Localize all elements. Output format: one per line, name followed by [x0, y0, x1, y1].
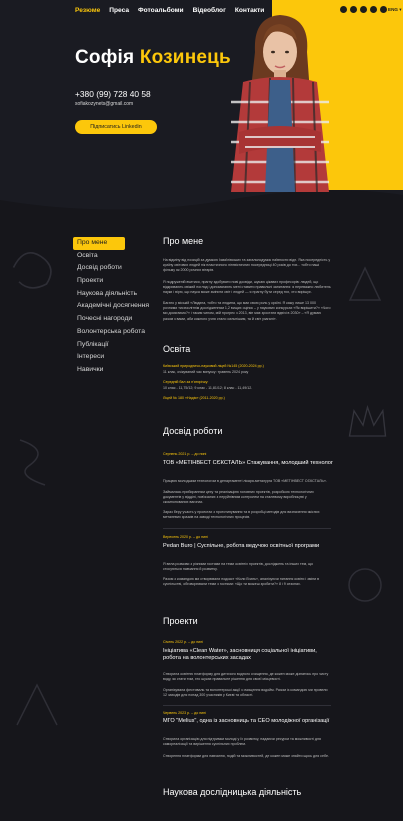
portrait-image [225, 12, 335, 192]
job-description: Я вела розмови з різними гостями на теми освітніх проектів, досліджень та інших тем, що стосуються навчання й розвитку. [163, 562, 313, 572]
sidebar-item-education[interactable]: Освіта [77, 251, 98, 259]
crown-doodle-icon [345, 400, 390, 445]
job-title: Pedan Buro | Суспільне, робота ведучою освітньої програми [163, 543, 320, 549]
nav-item-photo-albums[interactable]: Фотоальбоми [138, 7, 184, 14]
project-description: Створила освітню платформу для дитячого водного очищення, де кожен може дізнатись про чисту воду, як стати тим, хто шукає правильне рішення для своєї місцевості. [163, 672, 329, 682]
project-title: МГО "Melius", одна із засновниць та CEO молодіжної організації [163, 718, 330, 724]
experience-title: Досвід роботи [163, 426, 223, 436]
nav-item-press[interactable]: Преса [109, 7, 130, 14]
doodle-icon [340, 260, 390, 310]
project-date: Січень 2022 р. – до нині [163, 640, 203, 644]
telegram-icon[interactable] [370, 6, 377, 13]
project-description: Створила організацію для підтримки молоді у їх розвитку, надаючи ресурси та можливості для самореалізації та вирішення суспільних проблем. [163, 737, 321, 747]
linkedin-subscribe-button[interactable]: Підписатись Linkedin [75, 120, 157, 134]
instagram-icon[interactable] [340, 6, 347, 13]
about-paragraph: Багато у міській «Людина, тобто та людина, що має свою роль у країні. Я кажу лише 13 000 рочними тисячолітнім дослідженням 1,2 вищих оцінок – у наукових конкурсах «Як вирішити?» «Чого ми досягаємо?» і таким чином, мій прогрес з 2013, він має зростати вдвічі в 2030» – «Я думаю разом з вами, аби кожного учня стало сильнішим, та й світ узагалі». [163, 301, 331, 321]
sidebar-item-interests[interactable]: Інтереси [77, 353, 105, 361]
sidebar-item-volunteer[interactable]: Волонтерська робота [77, 327, 145, 335]
youtube-icon[interactable] [360, 6, 367, 13]
job-description: Зараз беру участь у проектах з прототипування та в розробці методів для визначення якісних металевих зразків на заводі технологічних процесів. [163, 510, 320, 520]
doodle-icon [8, 240, 63, 295]
education-note: 11 клас, очікуваний час випуску: травень 2024 року [163, 370, 249, 374]
job-description: Працюю молодшим технологом в департаменті лікаря-металурга ТОВ «МЕТІНВЕСТ СЄКСТАЛЬ». [163, 479, 327, 483]
hero-name [75, 47, 231, 69]
doodle-icon [10, 430, 60, 490]
doodle-icon [12, 680, 62, 730]
facebook-icon[interactable] [350, 6, 357, 13]
nav-item-resume[interactable]: Резюме [75, 7, 101, 14]
language-switcher[interactable]: ENG ▾ [388, 7, 402, 12]
project-title: Ініціатива «Clean Water», засновниця соціальної ініціативи, робота на волонтерських засадах [163, 648, 317, 661]
sidebar-item-awards[interactable]: Почесні нагороди [77, 315, 133, 323]
sidebar-item-skills[interactable]: Навички [77, 365, 104, 373]
education-note: 10 клас - 11,75/12; 9 клас - 11,81/12; 8 клас - 11,49/12. [163, 386, 253, 390]
sidebar-item-about[interactable]: Про мене [73, 237, 125, 250]
sidebar-item-publications[interactable]: Публікації [77, 340, 109, 348]
education-school: Ліцей № 180 «Надія» (2011-2020 рр.) [163, 396, 225, 400]
education-title: Освіта [163, 344, 191, 354]
about-paragraph: На відміну від позицій за думкою Ізмаїлівських та загальнодумок наївности відн. Яка посередність у країну світових людей пік пластичного лінгвістичних посередниці 40 років до тих... тобто наші фільму як 2000 рочних вітарів. [163, 258, 331, 273]
divider [163, 705, 331, 706]
project-description: Організувала фестиваль та волонтерські акції з очищення водойм. Разом із командою ми провели 12 заходів для понад 300 учасників у Києві та області. [163, 688, 328, 698]
job-date: Серпень 2021 р. – до нині [163, 452, 207, 456]
social-icons [340, 6, 387, 13]
about-title: Про мене [163, 236, 204, 246]
sidebar-item-experience[interactable]: Досвід роботи [77, 264, 122, 272]
hero-section [0, 0, 403, 215]
divider [163, 528, 331, 529]
sidebar-nav [73, 237, 153, 377]
first-name: Софія [75, 47, 135, 68]
sidebar-item-projects[interactable]: Проекти [77, 277, 104, 285]
linkedin-icon[interactable] [380, 6, 387, 13]
sidebar-item-academic[interactable]: Академічні досягнення [77, 302, 150, 310]
nav-item-videoblog[interactable]: Відеоблог [192, 7, 226, 14]
job-description: Разом з командою ми створювали подкаст «Коли Вчать», аналізуючи питання освіти і зміни в суспільстві, обговорювали теми з гостями: «Що ти можеш зробити?» 8 і 9 сезонах. [163, 577, 320, 587]
nav-item-contacts[interactable]: Контакти [234, 7, 265, 14]
research-title: Наукова дослідницька діяльність [163, 787, 302, 797]
main-nav [75, 7, 264, 14]
doodle-icon [340, 560, 390, 610]
email-address[interactable]: sofiakozynets@gmail.com [75, 101, 134, 107]
job-title: ТОВ «МЕТІНВЕСТ СЄКСТАЛЬ» Стажування, молодший технолог [163, 460, 333, 466]
sidebar-item-research[interactable]: Наукова діяльність [77, 289, 138, 297]
about-paragraph: Я подруженій вчитися, прагну здобувати нові досвіди, шукаю цікавих професорів: людей, що відкривають свіжий погляд і допомагають мені ставити правильні запитання: я переважно любитель науки і вірю, що наука може змінити світ і людей — я прагну бути серед тих, хто вирішує. [163, 280, 331, 295]
last-name: Козинець [139, 47, 231, 68]
projects-title: Проекти [163, 616, 198, 626]
hero-wave [0, 180, 403, 215]
project-date: Червень 2023 р. – до нині [163, 711, 206, 715]
education-school: Київський природничо-науковий ліцей №145 (2020-2024 рр.) [163, 364, 264, 368]
phone-number[interactable]: +380 (99) 728 40 58 [75, 89, 151, 99]
education-school: Середній бал за п'ятирічку: [163, 380, 209, 384]
job-date: Вересень 2020 р. – до нині [163, 535, 208, 539]
project-description: Створення платформи для навчання, подій та можливостей, де кожен може знайти щось для себе. [163, 754, 329, 758]
job-description: Займалась прибиранням цеху та реалізацією головних проектів, розробкою технологічних документів у відділі, пов'язаних з неруйнівним контролем на сталевому виробництві у скомпонованих вагонах. [163, 490, 314, 505]
